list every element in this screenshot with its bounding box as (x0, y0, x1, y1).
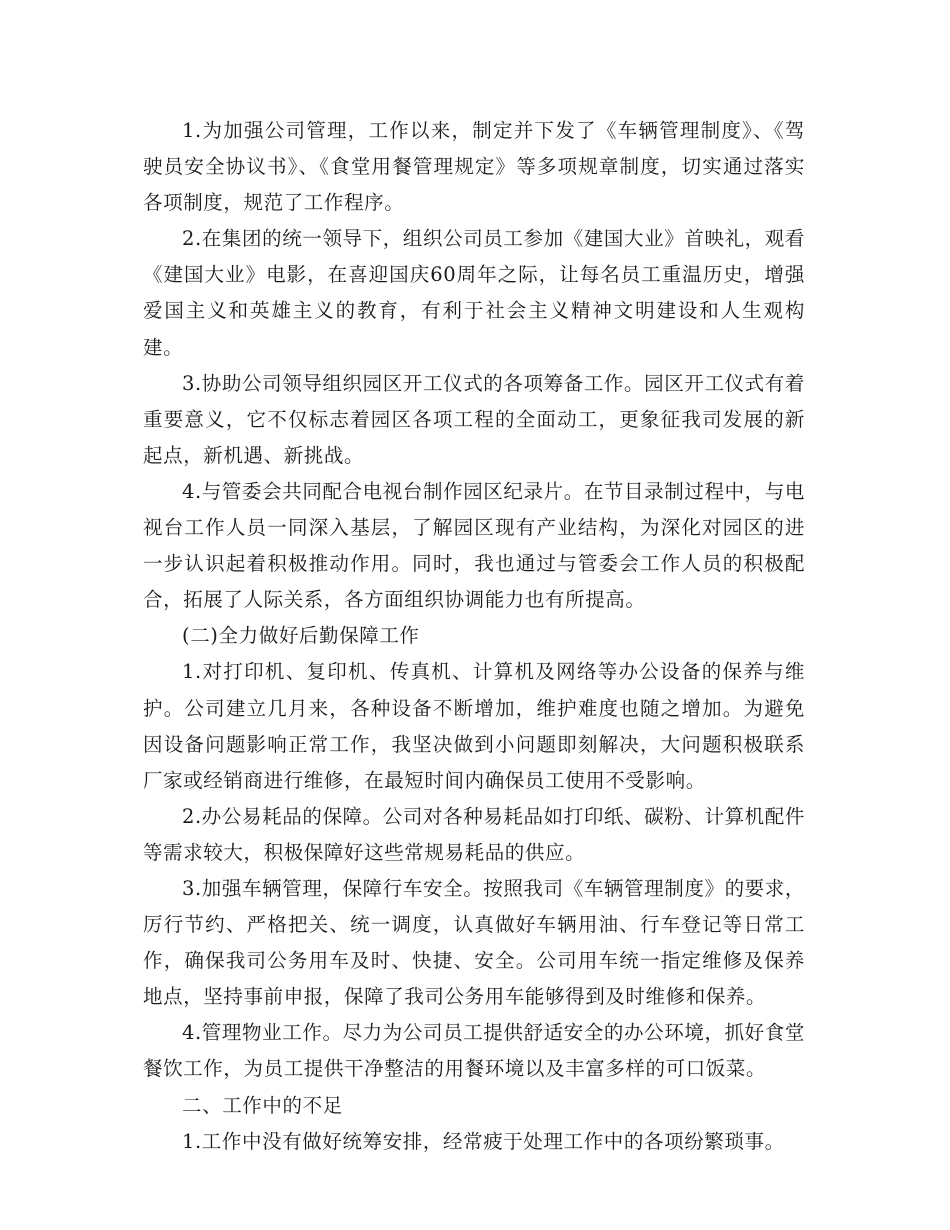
paragraph-9: 1.工作中没有做好统筹安排，经常疲于处理工作中的各项纷繁琐事。 (182, 1129, 785, 1153)
paragraph-5: 1.对打印机、复印机、传真机、计算机及网络等办公设备的保养与维护。公司建立几月来，各种设备不断增加，维护难度也随之增加。为避免因设备问题影响正常工作，我坚决做到小问题即刻解决，大问题积极联系厂家或经销商进行维修，在最短时间内确保员工使用不受影响。 (143, 660, 805, 792)
paragraph-4: 4.与管委会共同配合电视台制作园区纪录片。在节目录制过程中，与电视台工作人员一同深入基层，了解园区现有产业结构，为深化对园区的进一步认识起着积极推动作用。同时，我也通过与管委会工作人员的积极配合，拓展了人际关系，各方面组织协调能力也有所提高。 (143, 479, 805, 612)
section-heading-logistics: (二)全力做好后勤保障工作 (182, 624, 420, 648)
paragraph-3: 3.协助公司领导组织园区开工仪式的各项筹备工作。园区开工仪式有着重要意义，它不仅标志着园区各项工程的全面动工，更象征我司发展的新起点，新机遇、新挑战。 (143, 371, 805, 467)
paragraph-8: 4.管理物业工作。尽力为公司员工提供舒适安全的办公环境，抓好食堂餐饮工作，为员工提供干净整洁的用餐环境以及丰富多样的可口饭菜。 (143, 1021, 805, 1081)
paragraph-2: 2.在集团的统一领导下，组织公司员工参加《建国大业》首映礼，观看《建国大业》电影，在喜迎国庆60周年之际，让每名员工重温历史，增强爱国主义和英雄主义的教育，有利于社会主义精神文明建设和人生观构建。 (143, 227, 805, 359)
paragraph-7: 3.加强车辆管理，保障行车安全。按照我司《车辆管理制度》的要求，厉行节约、严格把关、统一调度，认真做好车辆用油、行车登记等日常工作，确保我司公务用车及时、快捷、安全。公司用车统一指定维修及保养地点，坚持事前申报，保障了我司公务用车能够得到及时维修和保养。 (143, 876, 805, 1009)
section-heading-shortcomings: 二、工作中的不足 (182, 1093, 343, 1117)
paragraph-1: 1.为加强公司管理，工作以来，制定并下发了《车辆管理制度》、《驾驶员安全协议书》、《食堂用餐管理规定》等多项规章制度，切实通过落实各项制度，规范了工作程序。 (143, 119, 805, 215)
document-body (143, 113, 805, 1160)
paragraph-6: 2.办公易耗品的保障。公司对各种易耗品如打印纸、碳粉、计算机配件等需求较大，积极保障好这些常规易耗品的供应。 (143, 804, 805, 864)
